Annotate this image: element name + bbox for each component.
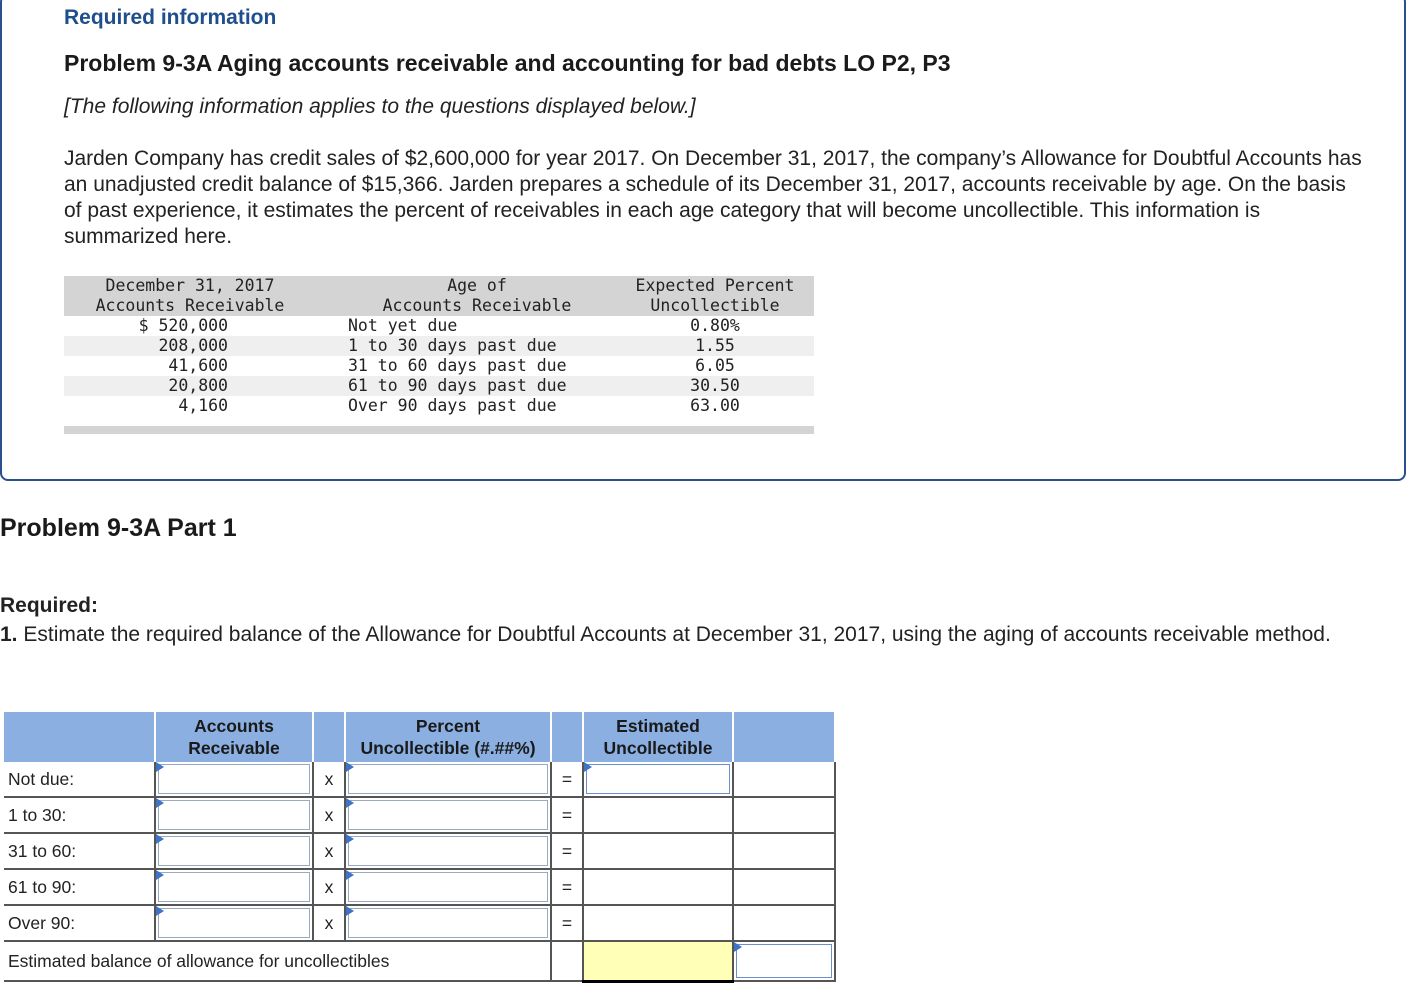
answer-marker-icon [156, 834, 164, 844]
ar-1-30-input[interactable] [155, 797, 313, 833]
empty-cell [733, 905, 835, 941]
aging-percent: 63.00 [690, 396, 740, 415]
aging-header-expected: Expected Percent [635, 276, 795, 295]
header-blank [733, 712, 835, 762]
answer-marker-icon [346, 798, 354, 808]
worksheet-row-over-90 [4, 905, 835, 941]
worksheet-total-row [4, 941, 835, 981]
part-title: Problem 9-3A Part 1 [0, 514, 237, 542]
equals-sign: = [551, 869, 583, 905]
aging-age: Not yet due [348, 316, 458, 335]
answer-marker-icon [734, 942, 742, 952]
empty-cell [733, 833, 835, 869]
times-sign: x [313, 869, 345, 905]
ar-not-due-input[interactable] [155, 762, 313, 797]
requirement-number: 1. [0, 623, 18, 646]
answer-marker-icon [156, 762, 164, 772]
header-accounts-receivable [155, 712, 313, 762]
aging-age: 61 to 90 days past due [348, 376, 567, 395]
aging-age: 1 to 30 days past due [348, 336, 557, 355]
required-label: Required: [0, 594, 99, 617]
row-label: Over 90: [4, 905, 155, 941]
total-highlight-cell [583, 941, 733, 981]
answer-marker-icon [156, 798, 164, 808]
requirement-body: Estimate the required balance of the Allowance for Doubtful Accounts at December 31, 2017, using the aging of accounts receivable method. [23, 623, 1331, 646]
header-ar-line1: Accounts [194, 716, 274, 736]
equals-sign: = [551, 797, 583, 833]
requirement-text [0, 621, 1405, 649]
aging-schedule-table [64, 276, 814, 434]
header-ar-line2: Receivable [188, 738, 280, 758]
header-pct-line2: Uncollectible (#.##%) [360, 738, 536, 758]
aging-age: Over 90 days past due [348, 396, 557, 415]
aging-row [64, 336, 814, 356]
aging-percent: 1.55 [695, 336, 735, 355]
aging-row [64, 316, 814, 336]
total-label: Estimated balance of allowance for uncollectibles [4, 941, 551, 981]
empty-cell [583, 797, 733, 833]
aging-header-ar: Accounts Receivable [95, 296, 285, 315]
worksheet-row-31-60 [4, 833, 835, 869]
problem-description: Jarden Company has credit sales of $2,600,000 for year 2017. On December 31, 2017, the company’s Allowance for Doubtful Accounts has an unadjusted credit balance of $15,366. Jarden prepares a schedule of its December 31, 2017, accounts receivable by age. On the basis of past experience, it estimates the percent of receivables in each age category that will become uncollectible. This information is summarized here. [64, 147, 1362, 248]
aging-table-footer [64, 426, 814, 434]
aging-header-date: December 31, 2017 [105, 276, 275, 295]
ar-31-60-input[interactable] [155, 833, 313, 869]
row-label: 31 to 60: [4, 833, 155, 869]
worksheet-header-row [4, 712, 835, 762]
aging-worksheet [4, 712, 836, 983]
header-blank [313, 712, 345, 762]
row-label: Not due: [4, 762, 155, 797]
aging-amount: 20,800 [168, 376, 228, 395]
pct-31-60-input[interactable] [345, 833, 551, 869]
times-sign: x [313, 905, 345, 941]
aging-percent: 0.80% [690, 316, 740, 335]
answer-marker-icon [346, 834, 354, 844]
empty-cell [583, 905, 733, 941]
worksheet-row-not-due [4, 762, 835, 797]
applies-note: [The following information applies to the questions displayed below.] [64, 95, 696, 118]
aging-header-row-2 [64, 296, 814, 316]
equals-sign: = [551, 762, 583, 797]
pct-over-90-input[interactable] [345, 905, 551, 941]
required-information-heading: Required information [64, 6, 277, 29]
times-sign: x [313, 762, 345, 797]
input-box[interactable] [348, 764, 548, 794]
header-est-line1: Estimated [616, 716, 700, 736]
answer-marker-icon [346, 906, 354, 916]
empty-cell [733, 869, 835, 905]
ar-61-90-input[interactable] [155, 869, 313, 905]
ar-over-90-input[interactable] [155, 905, 313, 941]
equals-sign: = [551, 833, 583, 869]
aging-age: 31 to 60 days past due [348, 356, 567, 375]
aging-percent: 6.05 [695, 356, 735, 375]
aging-header-age: Age of [447, 276, 507, 295]
aging-header-row-1 [64, 276, 814, 296]
empty-cell [583, 833, 733, 869]
aging-row [64, 396, 814, 416]
input-box[interactable] [158, 908, 310, 938]
aging-amount: 41,600 [168, 356, 228, 375]
empty-cell [733, 762, 835, 797]
input-box[interactable] [158, 800, 310, 830]
answer-marker-icon [156, 906, 164, 916]
answer-marker-icon [346, 762, 354, 772]
header-blank [551, 712, 583, 762]
problem-title: Problem 9-3A Aging accounts receivable and accounting for bad debts LO P2, P3 [64, 50, 951, 76]
input-box[interactable] [736, 944, 832, 978]
total-allowance-input[interactable] [733, 941, 835, 981]
header-percent-uncollectible [345, 712, 551, 762]
aging-row [64, 356, 814, 376]
aging-amount: 4,160 [178, 396, 228, 415]
aging-amount: 208,000 [158, 336, 228, 355]
est-not-due-input[interactable] [583, 762, 733, 797]
input-box[interactable] [348, 800, 548, 830]
empty-cell [551, 941, 583, 981]
input-box[interactable] [158, 872, 310, 902]
empty-cell [733, 797, 835, 833]
worksheet-row-1-30 [4, 797, 835, 833]
equals-sign: = [551, 905, 583, 941]
row-label: 1 to 30: [4, 797, 155, 833]
answer-marker-icon [584, 762, 592, 772]
header-pct-line1: Percent [415, 716, 481, 736]
aging-amount: $ 520,000 [138, 316, 228, 335]
times-sign: x [313, 797, 345, 833]
input-box[interactable] [158, 836, 310, 866]
header-est-line2: Uncollectible [603, 738, 713, 758]
input-box[interactable] [586, 764, 730, 794]
row-label: 61 to 90: [4, 869, 155, 905]
answer-marker-icon [346, 870, 354, 880]
aging-header-uncollectible: Uncollectible [650, 296, 780, 315]
input-box[interactable] [348, 908, 548, 938]
worksheet-row-61-90 [4, 869, 835, 905]
answer-marker-icon [156, 870, 164, 880]
header-estimated-uncollectible [583, 712, 733, 762]
empty-cell [583, 869, 733, 905]
aging-row [64, 376, 814, 396]
aging-header-age-ar: Accounts Receivable [382, 296, 572, 315]
pct-1-30-input[interactable] [345, 797, 551, 833]
header-blank [4, 712, 155, 762]
input-box[interactable] [348, 872, 548, 902]
input-box[interactable] [348, 836, 548, 866]
input-box[interactable] [158, 764, 310, 794]
times-sign: x [313, 833, 345, 869]
pct-61-90-input[interactable] [345, 869, 551, 905]
pct-not-due-input[interactable] [345, 762, 551, 797]
aging-percent: 30.50 [690, 376, 740, 395]
